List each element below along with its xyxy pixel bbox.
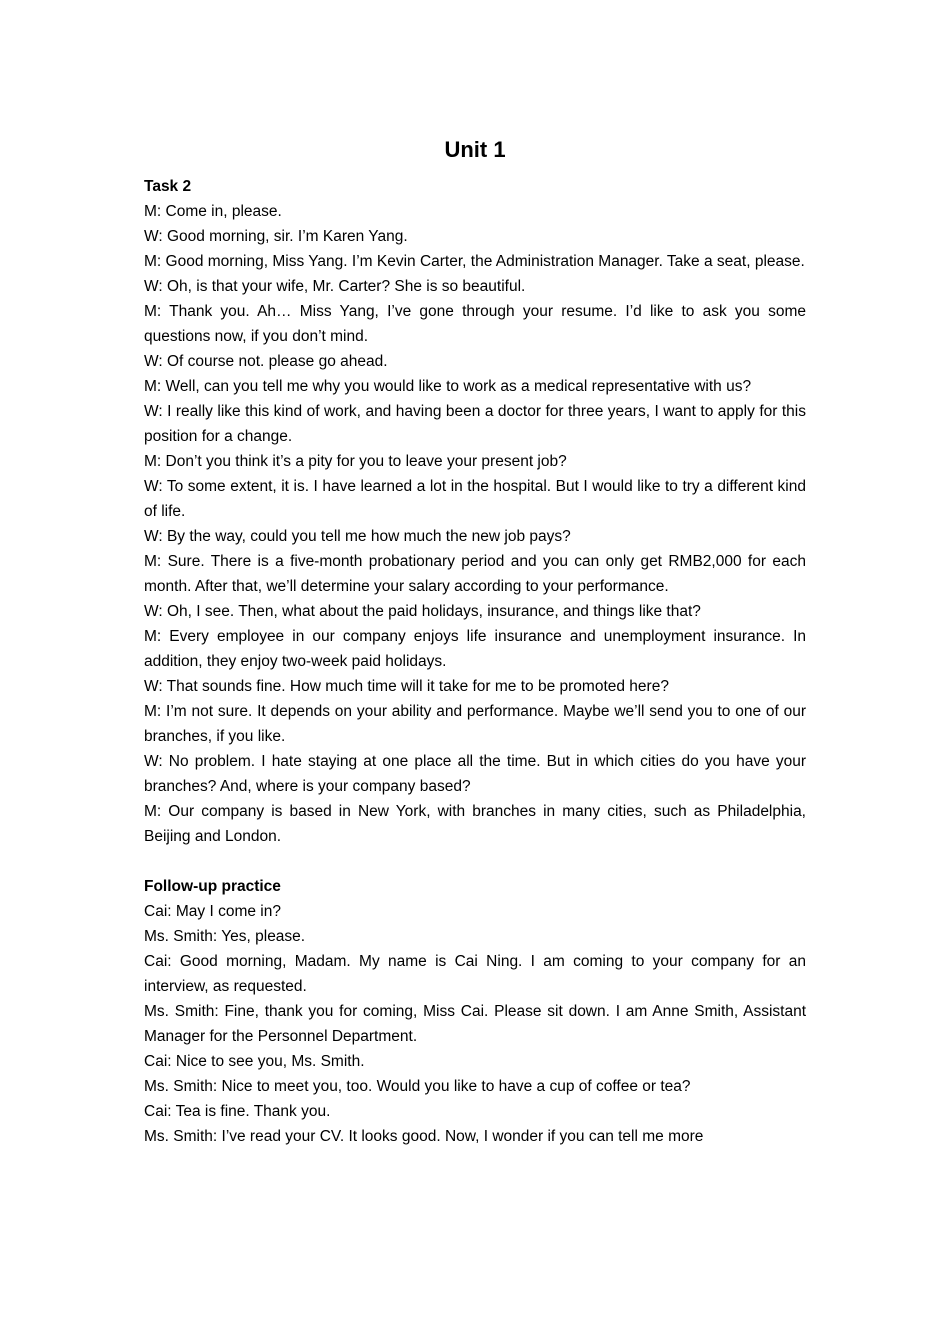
task2-heading: Task 2 [144,178,192,195]
dialogue-line: Cai: Good morning, Madam. My name is Cai Ning. I am coming to your company for an interview, as requested. [144,953,806,995]
followup-heading: Follow-up practice [144,878,281,895]
dialogue-line: W: Oh, I see. Then, what about the paid holidays, insurance, and things like that? [144,603,701,620]
dialogue-line: W: No problem. I hate staying at one place all the time. But in which cities do you have your branches? And, where is your company based? [144,753,806,795]
dialogue-line: Ms. Smith: I’ve read your CV. It looks good. Now, I wonder if you can tell me more [144,1128,704,1145]
dialogue-line: M: Thank you. Ah… Miss Yang, I’ve gone through your resume. I’d like to ask you some questions now, if you don’t mind. [144,303,806,345]
dialogue-line: W: By the way, could you tell me how much the new job pays? [144,528,571,545]
dialogue-line: M: Every employee in our company enjoys life insurance and unemployment insurance. In addition, they enjoy two-week paid holidays. [144,628,806,670]
dialogue-line: M: Good morning, Miss Yang. I’m Kevin Carter, the Administration Manager. Take a seat, please. [144,253,805,270]
dialogue-line: W: That sounds fine. How much time will it take for me to be promoted here? [144,678,669,695]
dialogue-line: Ms. Smith: Nice to meet you, too. Would you like to have a cup of coffee or tea? [144,1078,691,1095]
dialogue-line: Ms. Smith: Yes, please. [144,928,306,945]
task2-section [144,174,806,849]
dialogue-line: Cai: May I come in? [144,903,281,920]
dialogue-line: W: I really like this kind of work, and having been a doctor for three years, I want to apply for this position for a change. [144,403,806,445]
dialogue-line: Cai: Nice to see you, Ms. Smith. [144,1053,365,1070]
dialogue-line: W: Of course not. please go ahead. [144,353,388,370]
dialogue-line: M: Well, can you tell me why you would like to work as a medical representative with us? [144,378,752,395]
dialogue-line: M: Come in, please. [144,203,282,220]
dialogue-line: W: Good morning, sir. I’m Karen Yang. [144,228,408,245]
page-title: Unit 1 [444,137,506,162]
dialogue-line: W: To some extent, it is. I have learned a lot in the hospital. But I would like to try a different kind of life. [144,478,806,520]
dialogue-line: Ms. Smith: Fine, thank you for coming, Miss Cai. Please sit down. I am Anne Smith, Assistant Manager for the Personnel Department. [144,1003,806,1045]
dialogue-line: M: Don’t you think it’s a pity for you to leave your present job? [144,453,567,470]
dialogue-line: W: Oh, is that your wife, Mr. Carter? She is so beautiful. [144,278,526,295]
document-page [144,133,806,1149]
followup-section [144,874,806,1149]
dialogue-line: M: Sure. There is a five-month probationary period and you can only get RMB2,000 for each month. After that, we’ll determine your salary according to your performance. [144,553,806,595]
dialogue-line: M: Our company is based in New York, with branches in many cities, such as Philadelphia, Beijing and London. [144,803,806,845]
dialogue-line: M: I’m not sure. It depends on your ability and performance. Maybe we’ll send you to one of our branches, if you like. [144,703,806,745]
dialogue-line: Cai: Tea is fine. Thank you. [144,1103,331,1120]
section-spacer [144,849,806,874]
